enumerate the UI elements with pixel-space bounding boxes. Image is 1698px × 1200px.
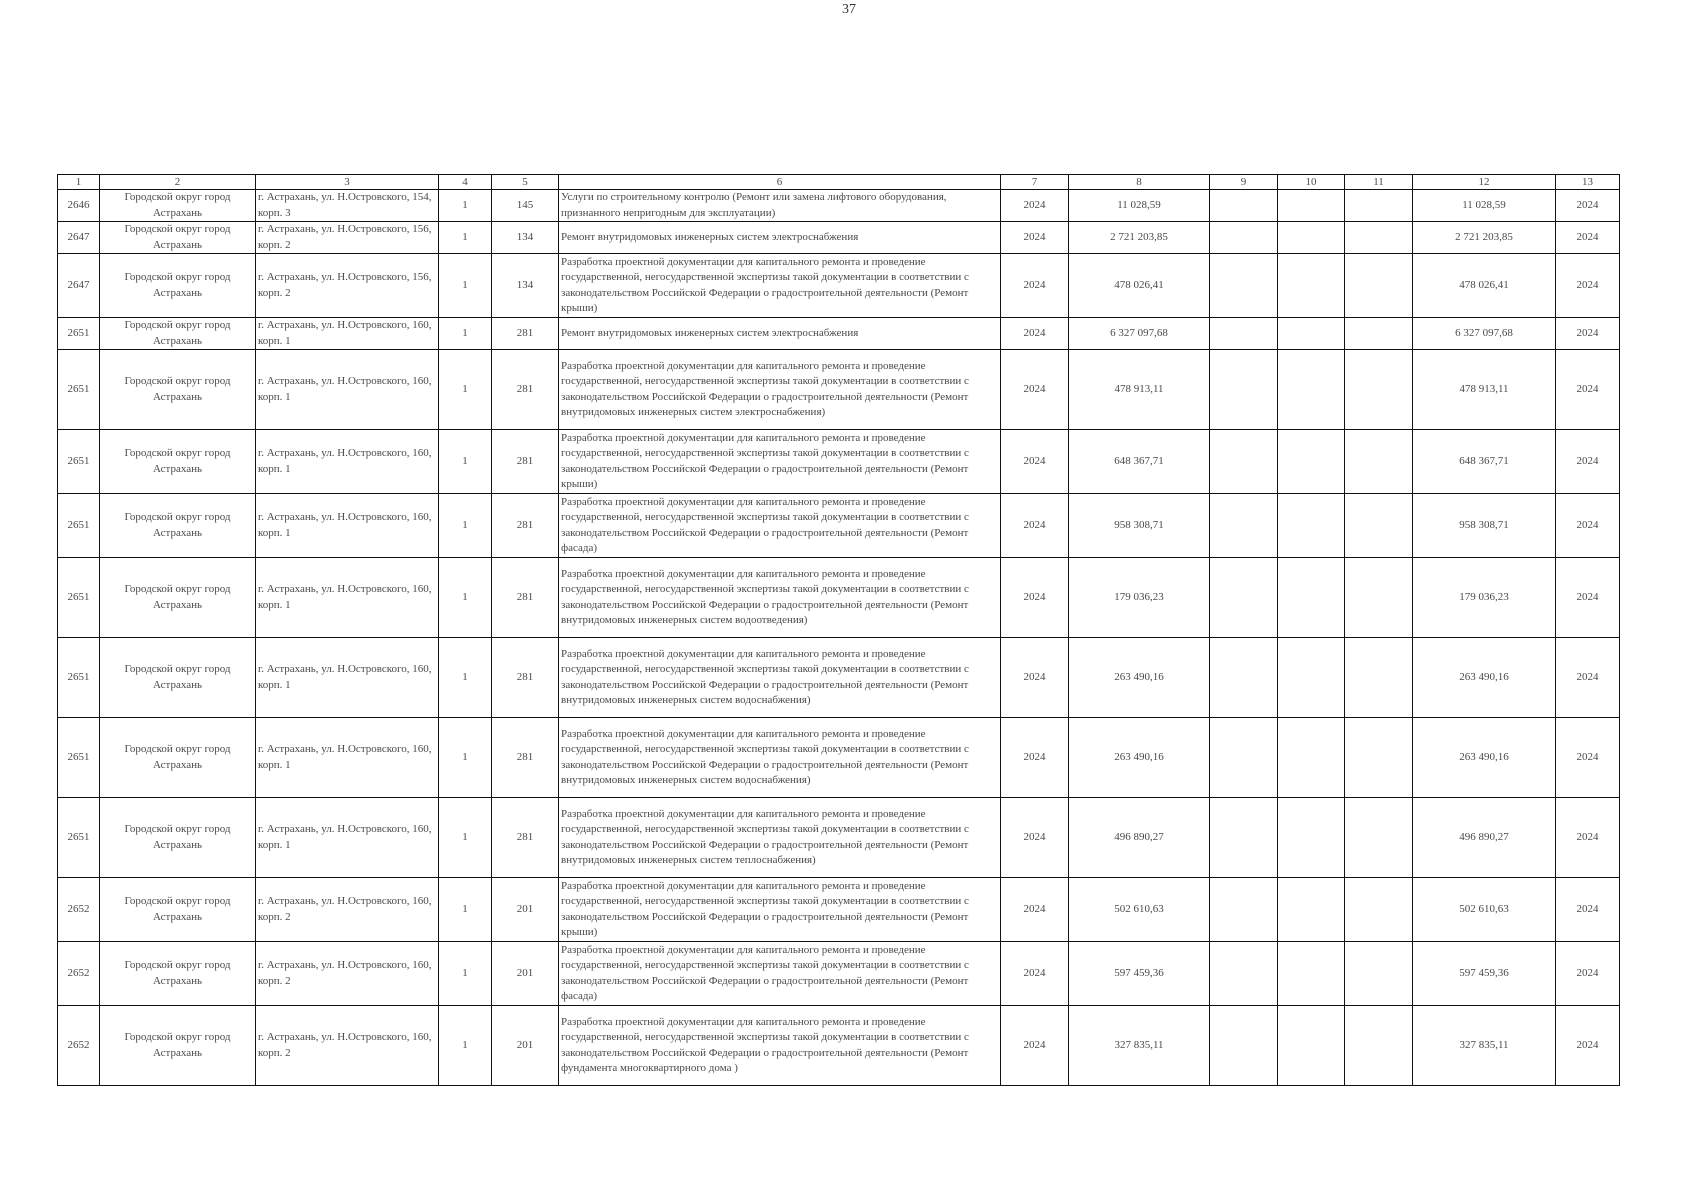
cell-col-11: [1345, 350, 1413, 430]
cell-col-13: 2024: [1556, 254, 1620, 318]
cell-work-type: Ремонт внутридомовых инженерных систем электроснабжения: [559, 318, 1001, 350]
table-row: [58, 190, 1620, 222]
cell-col-4: 1: [439, 718, 492, 798]
cell-col-5: 281: [492, 718, 559, 798]
cell-municipality: Городской округ город Астрахань: [100, 430, 256, 494]
cell-col-5: 201: [492, 878, 559, 942]
cell-municipality: Городской округ город Астрахань: [100, 222, 256, 254]
cell-row-number: 2647: [58, 222, 100, 254]
cell-col-9: [1210, 494, 1278, 558]
table-row: [58, 718, 1620, 798]
table-row: [58, 222, 1620, 254]
cell-year: 2024: [1001, 494, 1069, 558]
cell-col-4: 1: [439, 878, 492, 942]
cell-col-11: [1345, 430, 1413, 494]
cell-col-9: [1210, 798, 1278, 878]
cell-col-4: 1: [439, 638, 492, 718]
cell-col-13: 2024: [1556, 638, 1620, 718]
cell-col-10: [1278, 638, 1345, 718]
cell-col-5: 281: [492, 318, 559, 350]
cell-col-5: 281: [492, 494, 559, 558]
cell-col-13: 2024: [1556, 942, 1620, 1006]
cell-work-type: Разработка проектной документации для капитального ремонта и проведение государственной, негосударственной экспертизы такой документации в соответствии с законодательством Российской Федерации о градостроительной деятельности (Ремонт крыши): [559, 430, 1001, 494]
cell-col-9: [1210, 350, 1278, 430]
cell-address: г. Астрахань, ул. Н.Островского, 156, корп. 2: [256, 254, 439, 318]
cell-col-13: 2024: [1556, 494, 1620, 558]
cell-year: 2024: [1001, 254, 1069, 318]
cell-cost: 263 490,16: [1069, 718, 1210, 798]
cell-col-9: [1210, 1006, 1278, 1086]
column-header: 9: [1210, 175, 1278, 190]
cell-col-10: [1278, 1006, 1345, 1086]
column-header: 12: [1413, 175, 1556, 190]
table-row: [58, 558, 1620, 638]
cell-col-12: 263 490,16: [1413, 638, 1556, 718]
cell-col-11: [1345, 1006, 1413, 1086]
cell-col-9: [1210, 558, 1278, 638]
cell-col-12: 597 459,36: [1413, 942, 1556, 1006]
cell-year: 2024: [1001, 718, 1069, 798]
cell-year: 2024: [1001, 878, 1069, 942]
cell-year: 2024: [1001, 222, 1069, 254]
cell-col-13: 2024: [1556, 798, 1620, 878]
cell-col-4: 1: [439, 222, 492, 254]
cell-col-10: [1278, 558, 1345, 638]
cell-col-4: 1: [439, 798, 492, 878]
table-row: [58, 350, 1620, 430]
cell-col-4: 1: [439, 190, 492, 222]
column-header: 13: [1556, 175, 1620, 190]
capital-repair-table: [57, 174, 1620, 1086]
cell-col-11: [1345, 718, 1413, 798]
header-row: [58, 175, 1620, 190]
cell-col-11: [1345, 878, 1413, 942]
table-row: [58, 1006, 1620, 1086]
cell-municipality: Городской округ город Астрахань: [100, 798, 256, 878]
cell-address: г. Астрахань, ул. Н.Островского, 160, корп. 1: [256, 638, 439, 718]
cell-col-10: [1278, 318, 1345, 350]
cell-col-4: 1: [439, 430, 492, 494]
cell-row-number: 2651: [58, 318, 100, 350]
table-row: [58, 942, 1620, 1006]
cell-municipality: Городской округ город Астрахань: [100, 1006, 256, 1086]
cell-col-4: 1: [439, 942, 492, 1006]
cell-col-11: [1345, 494, 1413, 558]
cell-work-type: Разработка проектной документации для капитального ремонта и проведение государственной, негосударственной экспертизы такой документации в соответствии с законодательством Российской Федерации о градостроительной деятельности (Ремонт крыши): [559, 878, 1001, 942]
cell-address: г. Астрахань, ул. Н.Островского, 160, корп. 1: [256, 430, 439, 494]
cell-municipality: Городской округ город Астрахань: [100, 638, 256, 718]
column-header: 7: [1001, 175, 1069, 190]
cell-col-10: [1278, 798, 1345, 878]
table-row: [58, 430, 1620, 494]
cell-work-type: Разработка проектной документации для капитального ремонта и проведение государственной, негосударственной экспертизы такой документации в соответствии с законодательством Российской Федерации о градостроительной деятельности (Ремонт крыши): [559, 254, 1001, 318]
cell-col-9: [1210, 222, 1278, 254]
cell-col-9: [1210, 190, 1278, 222]
cell-col-12: 327 835,11: [1413, 1006, 1556, 1086]
cell-col-12: 502 610,63: [1413, 878, 1556, 942]
cell-col-12: 179 036,23: [1413, 558, 1556, 638]
cell-work-type: Разработка проектной документации для капитального ремонта и проведение государственной, негосударственной экспертизы такой документации в соответствии с законодательством Российской Федерации о градостроительной деятельности (Ремонт фасада): [559, 942, 1001, 1006]
cell-address: г. Астрахань, ул. Н.Островского, 156, корп. 2: [256, 222, 439, 254]
table-body: [58, 190, 1620, 1086]
cell-cost: 2 721 203,85: [1069, 222, 1210, 254]
cell-col-5: 201: [492, 942, 559, 1006]
cell-address: г. Астрахань, ул. Н.Островского, 160, корп. 2: [256, 942, 439, 1006]
cell-address: г. Астрахань, ул. Н.Островского, 160, корп. 1: [256, 318, 439, 350]
cell-cost: 6 327 097,68: [1069, 318, 1210, 350]
cell-col-13: 2024: [1556, 558, 1620, 638]
cell-col-12: 2 721 203,85: [1413, 222, 1556, 254]
cell-col-4: 1: [439, 1006, 492, 1086]
cell-col-13: 2024: [1556, 190, 1620, 222]
cell-year: 2024: [1001, 350, 1069, 430]
cell-cost: 263 490,16: [1069, 638, 1210, 718]
cell-year: 2024: [1001, 942, 1069, 1006]
page-number: 37: [842, 2, 856, 17]
cell-row-number: 2651: [58, 430, 100, 494]
cell-address: г. Астрахань, ул. Н.Островского, 160, корп. 1: [256, 558, 439, 638]
cell-year: 2024: [1001, 798, 1069, 878]
cell-year: 2024: [1001, 190, 1069, 222]
cell-row-number: 2652: [58, 1006, 100, 1086]
cell-col-4: 1: [439, 494, 492, 558]
cell-col-12: 263 490,16: [1413, 718, 1556, 798]
cell-col-5: 281: [492, 350, 559, 430]
column-header: 11: [1345, 175, 1413, 190]
cell-col-5: 281: [492, 430, 559, 494]
cell-col-11: [1345, 222, 1413, 254]
cell-work-type: Разработка проектной документации для капитального ремонта и проведение государственной, негосударственной экспертизы такой документации в соответствии с законодательством Российской Федерации о градостроительной деятельности (Ремонт фундамента многоквартирного дома ): [559, 1006, 1001, 1086]
cell-col-13: 2024: [1556, 718, 1620, 798]
column-header: 1: [58, 175, 100, 190]
column-header: 2: [100, 175, 256, 190]
cell-row-number: 2651: [58, 638, 100, 718]
cell-municipality: Городской округ город Астрахань: [100, 350, 256, 430]
cell-address: г. Астрахань, ул. Н.Островского, 160, корп. 1: [256, 494, 439, 558]
cell-col-10: [1278, 430, 1345, 494]
cell-work-type: Разработка проектной документации для капитального ремонта и проведение государственной, негосударственной экспертизы такой документации в соответствии с законодательством Российской Федерации о градостроительной деятельности (Ремонт внутридомовых инженерных систем водоснабжения): [559, 638, 1001, 718]
cell-cost: 478 913,11: [1069, 350, 1210, 430]
cell-municipality: Городской округ город Астрахань: [100, 558, 256, 638]
column-header: 10: [1278, 175, 1345, 190]
cell-municipality: Городской округ город Астрахань: [100, 878, 256, 942]
cell-col-11: [1345, 942, 1413, 1006]
cell-cost: 502 610,63: [1069, 878, 1210, 942]
cell-col-11: [1345, 254, 1413, 318]
cell-row-number: 2651: [58, 798, 100, 878]
cell-row-number: 2651: [58, 494, 100, 558]
cell-col-10: [1278, 190, 1345, 222]
cell-col-13: 2024: [1556, 222, 1620, 254]
cell-address: г. Астрахань, ул. Н.Островского, 160, корп. 1: [256, 718, 439, 798]
table-row: [58, 638, 1620, 718]
cell-col-12: 478 026,41: [1413, 254, 1556, 318]
cell-col-12: 6 327 097,68: [1413, 318, 1556, 350]
cell-col-12: 478 913,11: [1413, 350, 1556, 430]
column-header: 8: [1069, 175, 1210, 190]
table-row: [58, 494, 1620, 558]
cell-address: г. Астрахань, ул. Н.Островского, 160, корп. 1: [256, 798, 439, 878]
cell-col-13: 2024: [1556, 350, 1620, 430]
cell-year: 2024: [1001, 558, 1069, 638]
cell-col-13: 2024: [1556, 318, 1620, 350]
cell-row-number: 2646: [58, 190, 100, 222]
cell-work-type: Разработка проектной документации для капитального ремонта и проведение государственной, негосударственной экспертизы такой документации в соответствии с законодательством Российской Федерации о градостроительной деятельности (Ремонт внутридомовых инженерных систем водоснабжения): [559, 718, 1001, 798]
cell-col-13: 2024: [1556, 430, 1620, 494]
table-row: [58, 254, 1620, 318]
column-header: 4: [439, 175, 492, 190]
cell-col-10: [1278, 878, 1345, 942]
cell-municipality: Городской округ город Астрахань: [100, 254, 256, 318]
cell-cost: 179 036,23: [1069, 558, 1210, 638]
column-header: 5: [492, 175, 559, 190]
cell-work-type: Услуги по строительному контролю (Ремонт или замена лифтового оборудования, признанного непригодным для эксплуатации): [559, 190, 1001, 222]
cell-col-9: [1210, 878, 1278, 942]
cell-col-9: [1210, 638, 1278, 718]
cell-col-5: 134: [492, 222, 559, 254]
cell-col-9: [1210, 318, 1278, 350]
cell-municipality: Городской округ город Астрахань: [100, 494, 256, 558]
cell-work-type: Разработка проектной документации для капитального ремонта и проведение государственной, негосударственной экспертизы такой документации в соответствии с законодательством Российской Федерации о градостроительной деятельности (Ремонт внутридомовых инженерных систем электроснабжения): [559, 350, 1001, 430]
cell-work-type: Разработка проектной документации для капитального ремонта и проведение государственной, негосударственной экспертизы такой документации в соответствии с законодательством Российской Федерации о градостроительной деятельности (Ремонт внутридомовых инженерных систем теплоснабжения): [559, 798, 1001, 878]
cell-row-number: 2651: [58, 350, 100, 430]
cell-work-type: Ремонт внутридомовых инженерных систем электроснабжения: [559, 222, 1001, 254]
cell-col-10: [1278, 718, 1345, 798]
table-row: [58, 318, 1620, 350]
cell-col-10: [1278, 222, 1345, 254]
cell-col-12: 11 028,59: [1413, 190, 1556, 222]
cell-address: г. Астрахань, ул. Н.Островского, 154, корп. 3: [256, 190, 439, 222]
cell-col-5: 145: [492, 190, 559, 222]
cell-work-type: Разработка проектной документации для капитального ремонта и проведение государственной, негосударственной экспертизы такой документации в соответствии с законодательством Российской Федерации о градостроительной деятельности (Ремонт фасада): [559, 494, 1001, 558]
cell-address: г. Астрахань, ул. Н.Островского, 160, корп. 2: [256, 878, 439, 942]
cell-col-13: 2024: [1556, 878, 1620, 942]
cell-col-12: 648 367,71: [1413, 430, 1556, 494]
cell-col-9: [1210, 430, 1278, 494]
cell-col-11: [1345, 558, 1413, 638]
cell-row-number: 2652: [58, 878, 100, 942]
cell-col-4: 1: [439, 558, 492, 638]
cell-col-9: [1210, 254, 1278, 318]
cell-col-9: [1210, 942, 1278, 1006]
cell-row-number: 2647: [58, 254, 100, 318]
cell-col-9: [1210, 718, 1278, 798]
cell-col-11: [1345, 318, 1413, 350]
cell-cost: 478 026,41: [1069, 254, 1210, 318]
cell-col-5: 201: [492, 1006, 559, 1086]
cell-col-4: 1: [439, 318, 492, 350]
table-row: [58, 798, 1620, 878]
cell-col-10: [1278, 494, 1345, 558]
cell-year: 2024: [1001, 318, 1069, 350]
cell-year: 2024: [1001, 638, 1069, 718]
cell-col-4: 1: [439, 254, 492, 318]
cell-col-10: [1278, 942, 1345, 1006]
cell-row-number: 2651: [58, 558, 100, 638]
cell-col-4: 1: [439, 350, 492, 430]
cell-col-5: 281: [492, 558, 559, 638]
cell-col-11: [1345, 798, 1413, 878]
cell-row-number: 2651: [58, 718, 100, 798]
cell-year: 2024: [1001, 430, 1069, 494]
cell-row-number: 2652: [58, 942, 100, 1006]
column-header: 6: [559, 175, 1001, 190]
cell-work-type: Разработка проектной документации для капитального ремонта и проведение государственной, негосударственной экспертизы такой документации в соответствии с законодательством Российской Федерации о градостроительной деятельности (Ремонт внутридомовых инженерных систем водоотведения): [559, 558, 1001, 638]
cell-municipality: Городской округ город Астрахань: [100, 190, 256, 222]
cell-col-11: [1345, 638, 1413, 718]
cell-municipality: Городской округ город Астрахань: [100, 942, 256, 1006]
cell-municipality: Городской округ город Астрахань: [100, 318, 256, 350]
cell-col-12: 496 890,27: [1413, 798, 1556, 878]
cell-col-5: 281: [492, 638, 559, 718]
cell-address: г. Астрахань, ул. Н.Островского, 160, корп. 1: [256, 350, 439, 430]
cell-address: г. Астрахань, ул. Н.Островского, 160, корп. 2: [256, 1006, 439, 1086]
cell-cost: 648 367,71: [1069, 430, 1210, 494]
cell-col-12: 958 308,71: [1413, 494, 1556, 558]
cell-cost: 958 308,71: [1069, 494, 1210, 558]
cell-col-13: 2024: [1556, 1006, 1620, 1086]
cell-col-10: [1278, 350, 1345, 430]
cell-year: 2024: [1001, 1006, 1069, 1086]
cell-col-10: [1278, 254, 1345, 318]
cell-cost: 597 459,36: [1069, 942, 1210, 1006]
column-header: 3: [256, 175, 439, 190]
cell-cost: 327 835,11: [1069, 1006, 1210, 1086]
cell-cost: 496 890,27: [1069, 798, 1210, 878]
cell-col-5: 134: [492, 254, 559, 318]
cell-cost: 11 028,59: [1069, 190, 1210, 222]
cell-col-5: 281: [492, 798, 559, 878]
cell-col-11: [1345, 190, 1413, 222]
cell-municipality: Городской округ город Астрахань: [100, 718, 256, 798]
table-row: [58, 878, 1620, 942]
